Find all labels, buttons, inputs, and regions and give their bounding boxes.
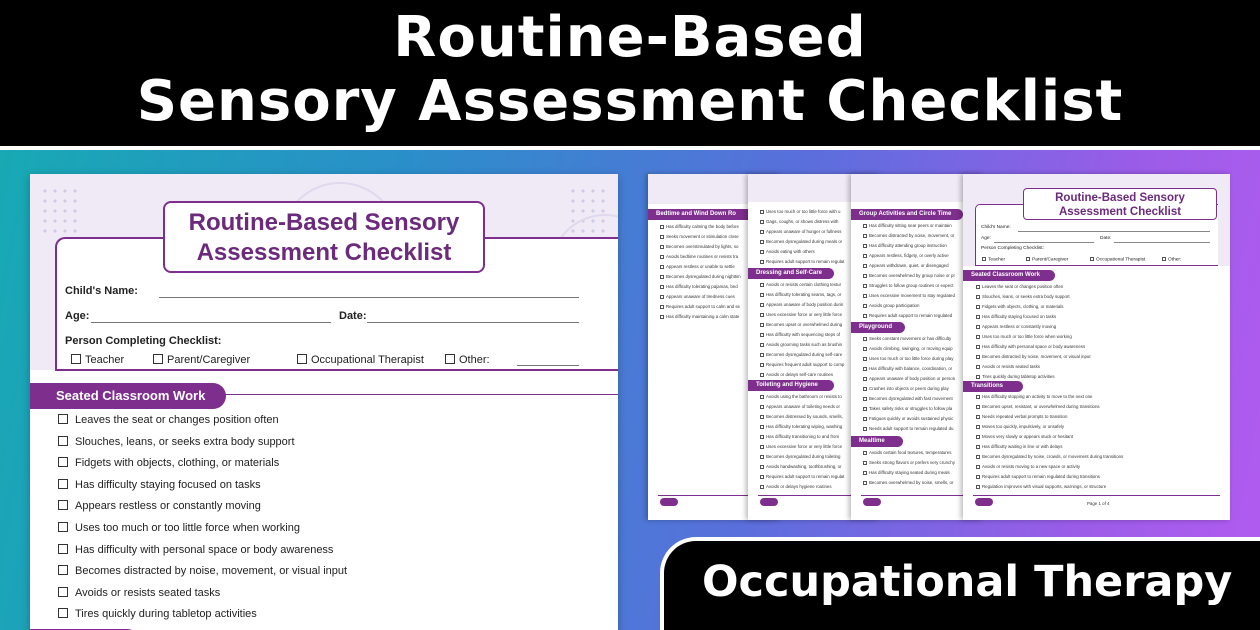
page-footer-rule: [973, 495, 1220, 496]
page-footer-rule: [861, 495, 973, 496]
mini-item: Has difficulty waiting in line or with delays: [976, 444, 1062, 449]
mini-item: Has difficulty calming the body before: [660, 224, 739, 229]
mini-item: Becomes dysregulated during meals or: [760, 239, 842, 244]
checklist-item[interactable]: Appears restless or constantly moving: [58, 500, 261, 512]
option-other[interactable]: Other:: [445, 354, 490, 366]
mini-item: Needs repeated verbal prompts to transition: [976, 414, 1067, 419]
mini-option: Teacher: [982, 257, 1005, 263]
mini-item: Uses excessive movement to stay regulated: [863, 293, 955, 298]
checkbox[interactable]: [58, 608, 68, 618]
mini-item: Has difficulty with personal space or body awareness: [976, 344, 1085, 349]
checklist-item[interactable]: Slouches, leans, or seeks extra body support: [58, 436, 295, 448]
checkbox[interactable]: [58, 436, 68, 446]
mini-item: Avoids bedtime routines or resists tra: [660, 254, 738, 259]
mini-item: Has difficulty sitting near peers or maintain: [863, 223, 952, 228]
person-completing-label: Person Completing Checklist:: [65, 335, 222, 347]
date-label: Date:: [339, 310, 367, 322]
brand-logo-icon: [975, 498, 993, 506]
mini-item: Becomes overstimulated by lights, so: [660, 244, 738, 249]
mini-item: Becomes dysregulated during toileting: [760, 454, 840, 459]
occupational-therapy-badge: [660, 537, 1260, 630]
section-header-dressing: Dressing and Self-Care: [748, 268, 834, 279]
mini-item: Becomes overwhelmed by noise, smells, or: [863, 480, 953, 485]
mini-item: Appears unaware of toileting needs or: [760, 404, 840, 409]
checklist-item[interactable]: Has difficulty with personal space or body awareness: [58, 544, 333, 556]
mini-item: Needs adult support to remain regulated du: [863, 426, 953, 431]
age-label: Age:: [65, 310, 90, 322]
checkbox[interactable]: [58, 522, 68, 532]
mini-item: Avoids or delays self-care routines: [760, 372, 833, 377]
mini-item: Slouches, leans, or seeks extra body support: [976, 294, 1070, 299]
mini-item: Tires quickly during tabletop activities: [976, 374, 1055, 379]
checkbox[interactable]: [58, 565, 68, 575]
checklist-item[interactable]: Fidgets with objects, clothing, or materials: [58, 457, 279, 469]
section-header-seated-classroom-work: Seated Classroom Work: [30, 383, 226, 409]
checklist-item[interactable]: Leaves the seat or changes position often: [58, 414, 279, 426]
mini-item: Avoids group participation: [863, 303, 919, 308]
mini-item: Avoids or resists seated tasks: [976, 364, 1040, 369]
mini-item: Appears unaware of tiredness cues: [660, 294, 735, 299]
mini-item: Appears unaware of body position or person: [863, 376, 955, 381]
mini-item: Seeks constant movement or has difficulty: [863, 336, 951, 341]
mini-item: Has difficulty transitioning to and from: [760, 434, 839, 439]
mini-item: Avoids or resists moving to a new space or activity: [976, 464, 1080, 469]
childs-name-field[interactable]: [159, 297, 579, 298]
mini-item: Seeks strong flavors or prefers very crunchy: [863, 460, 955, 465]
banner-title-line1: Routine-Based: [393, 5, 867, 70]
mini-item: Avoids or resists certain clothing textur: [760, 282, 841, 287]
mini-field-line: [1018, 231, 1210, 232]
mini-item: Avoids or delays hygiene routines: [760, 484, 832, 489]
mini-item: Has difficulty staying focused on tasks: [976, 314, 1056, 319]
page-number: Page 1 of 4: [1087, 501, 1110, 506]
mini-item: Appears restless or unable to settle: [660, 264, 735, 269]
mini-item: Has difficulty staying seated during meals: [863, 470, 950, 475]
checkbox[interactable]: [153, 354, 163, 364]
checklist-document: [30, 174, 618, 630]
mini-item: Becomes distracted by noise, movement, or visual input: [976, 354, 1091, 359]
mini-item: Appears restless, fidgety, or overly active: [863, 253, 949, 258]
mini-item: Avoids climbing, swinging, or moving equip: [863, 346, 953, 351]
checklist-item[interactable]: Avoids or resists seated tasks: [58, 587, 220, 599]
mini-item: Has difficulty tolerating pajamas, bed: [660, 284, 738, 289]
mini-item: Avoids using the bathroom or resists to: [760, 394, 842, 399]
mini-item: Becomes distressed by sounds, smells,: [760, 414, 843, 419]
preview-page-4: [963, 174, 1230, 520]
badge-label: Occupational Therapy: [702, 557, 1233, 607]
mini-item: Requires adult support to calm and se: [660, 304, 740, 309]
checklist-item[interactable]: Tires quickly during tabletop activities: [58, 608, 257, 620]
mini-item: Becomes dysregulated during self-care: [760, 352, 842, 357]
document-title: Routine-Based Sensory Assessment Checklist: [163, 201, 485, 273]
checkbox[interactable]: [58, 479, 68, 489]
mini-age-label: Age:: [981, 236, 991, 241]
mini-item: Uses excessive force or very little force: [760, 312, 842, 317]
checklist-item[interactable]: Uses too much or too little force when working: [58, 522, 300, 534]
section-header-mealtime: Mealtime: [851, 436, 903, 447]
mini-item: Avoids certain food textures, temperatures: [863, 450, 951, 455]
mini-item: Requires adult support to remain regulat: [760, 259, 844, 264]
mini-item: Becomes upset, resistant, or overwhelmed during transitions: [976, 404, 1100, 409]
mini-item: Uses too much or too little force with u: [760, 209, 840, 214]
mini-item: Requires adult support to remain regulated during transitions: [976, 474, 1100, 479]
mini-item: Becomes dysregulated during nighttim: [660, 274, 741, 279]
brand-logo-icon: [660, 498, 678, 506]
checkbox[interactable]: [297, 354, 307, 364]
checkbox[interactable]: [58, 544, 68, 554]
other-field[interactable]: [517, 365, 579, 366]
mini-item: Avoids eating with others: [760, 249, 815, 254]
banner-header: [0, 0, 1260, 146]
mini-item: Avoids handwashing, toothbrushing, or: [760, 464, 842, 469]
mini-item: Appears unaware of hunger or fullness: [760, 229, 841, 234]
mini-item: Has difficulty with sequencing steps of: [760, 332, 840, 337]
age-field[interactable]: [91, 322, 331, 323]
mini-item: Takes safety risks or struggles to follow pla: [863, 406, 952, 411]
mini-item: Moves very slowly or appears stuck or hesitant: [976, 434, 1073, 439]
mini-document-title: Routine-Based Sensory Assessment Checklist: [1023, 188, 1217, 220]
mini-item: Requires frequent adult support to comp: [760, 362, 844, 367]
mini-item: Struggles to follow group routines or expect: [863, 283, 953, 288]
mini-item: Uses excessive force or very little force: [760, 444, 842, 449]
option-occupational-therapist[interactable]: Occupational Therapist: [297, 354, 424, 366]
checkbox[interactable]: [58, 457, 68, 467]
mini-item: Has difficulty tolerating seams, tags, or: [760, 292, 841, 297]
dot-pattern-decoration: [40, 186, 80, 236]
mini-item: Uses too much or too little force when working: [976, 334, 1072, 339]
banner-title-line2: Sensory Assessment Checklist: [136, 69, 1124, 134]
mini-item: Has difficulty with balance, coordination, or: [863, 366, 952, 371]
mini-field-line: [1114, 242, 1210, 243]
mini-item: Seeks movement or stimulation close: [660, 234, 739, 239]
mini-childs-name-label: Child's Name:: [981, 225, 1011, 230]
mini-item: Leaves the seat or changes position often: [976, 284, 1063, 289]
mini-item: Crashes into objects or peers during play: [863, 386, 949, 391]
mini-date-label: Date:: [1100, 236, 1112, 241]
mini-item: Has difficulty tolerating wiping, washing: [760, 424, 842, 429]
mini-completing-label: Person Completing Checklist:: [981, 246, 1044, 251]
mini-item: Regulation improves with visual supports, warnings, or structure: [976, 484, 1106, 489]
mini-item: Appears restless or constantly moving: [976, 324, 1056, 329]
checklist-item[interactable]: Has difficulty staying focused on tasks: [58, 479, 261, 491]
childs-name-label: Child's Name:: [65, 285, 138, 297]
section-header-bedtime: Bedtime and Wind Down Ro: [648, 209, 760, 220]
checkbox[interactable]: [445, 354, 455, 364]
checkbox[interactable]: [58, 500, 68, 510]
mini-option: Occupational Therapist: [1090, 257, 1145, 263]
mini-item: Has difficulty stopping an activity to move to the next one: [976, 394, 1092, 399]
section-header-transitions: Transitions: [963, 381, 1023, 392]
mini-option: Parent/Caregiver: [1026, 257, 1068, 263]
brand-logo-icon: [760, 498, 778, 506]
mini-item: Fidgets with objects, clothing, or materials: [976, 304, 1064, 309]
mini-item: Has difficulty maintaining a calm state: [660, 314, 739, 319]
mini-item: Avoids grooming tasks such as brushin: [760, 342, 842, 347]
mini-item: Has difficulty attending group instruction: [863, 243, 947, 248]
mini-item: Becomes upset or overwhelmed during: [760, 322, 842, 327]
date-field[interactable]: [367, 322, 579, 323]
mini-item: Becomes distracted by noise, movement, or: [863, 233, 954, 238]
mini-item: Gags, coughs, or shows distress with: [760, 219, 838, 224]
mini-item: Becomes dysregulated by noise, crowds, or movement during transitions: [976, 454, 1123, 459]
checkbox[interactable]: [58, 414, 68, 424]
mini-item: Requires adult support to remain regulat: [760, 474, 844, 479]
section-header-seated: Seated Classroom Work: [963, 270, 1055, 281]
mini-item: Becomes dysregulated with fast movement: [863, 396, 953, 401]
mini-item: Moves too quickly, impulsively, or unsafely: [976, 424, 1064, 429]
section-header-toileting: Toileting and Hygiene: [748, 380, 834, 391]
checkbox[interactable]: [58, 587, 68, 597]
checkbox[interactable]: [71, 354, 81, 364]
mini-field-line: [994, 242, 1094, 243]
mini-item: Requires adult support to remain regulated: [863, 313, 952, 318]
option-teacher[interactable]: Teacher: [71, 354, 124, 366]
mini-option: Other:: [1162, 257, 1181, 263]
checklist-item[interactable]: Becomes distracted by noise, movement, or visual input: [58, 565, 347, 577]
mini-item: Appears unaware of body position durin: [760, 302, 843, 307]
mini-item: Fatigues quickly or avoids sustained physic: [863, 416, 953, 421]
option-parent-caregiver[interactable]: Parent/Caregiver: [153, 354, 250, 366]
section-header-group-activities: Group Activities and Circle Time: [851, 209, 963, 220]
brand-logo-icon: [863, 498, 881, 506]
mini-item: Becomes overwhelmed by group noise or pr: [863, 273, 955, 278]
mini-item: Uses too much or too little force during play: [863, 356, 953, 361]
mini-item: Appears withdrawn, quiet, or disengaged: [863, 263, 949, 268]
section-header-playground: Playground: [851, 322, 905, 333]
